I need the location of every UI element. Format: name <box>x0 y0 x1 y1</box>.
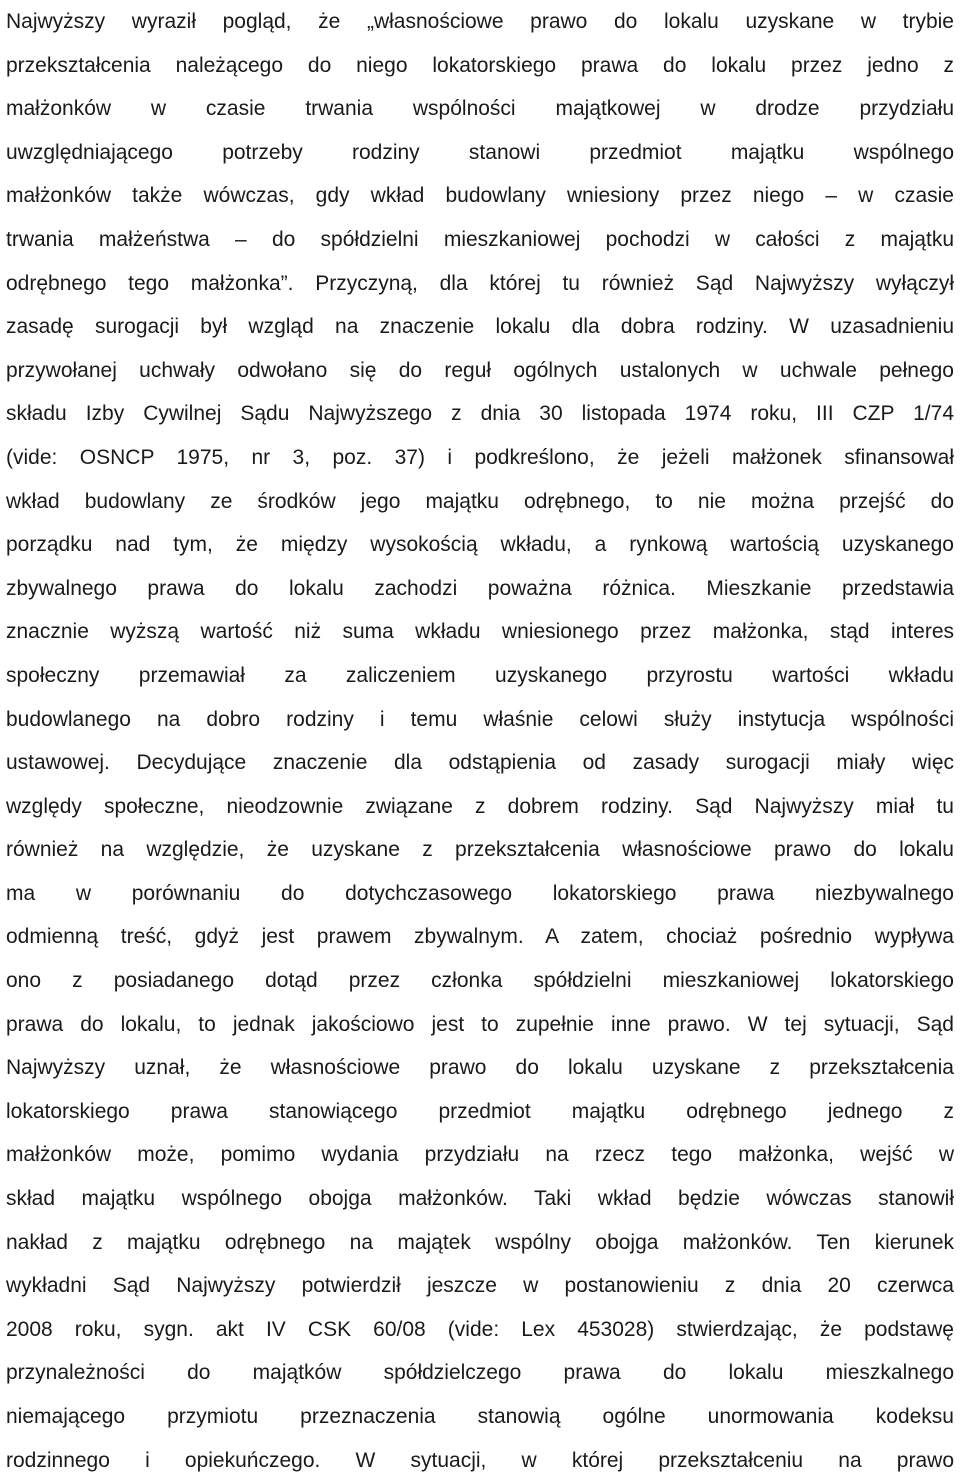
text-line: nakład z majątku odrębnego na majątek wspólny obojga małżonków. Ten kierunek <box>6 1230 954 1254</box>
text-line: odmienną treść, gdyż jest prawem zbywalnym. A zatem, chociaż pośrednio wypływa <box>6 925 954 949</box>
text-line: małżonków także wówczas, gdy wkład budowlany wniesiony przez niego – w czasie <box>6 184 954 208</box>
text-line: ma w porównaniu do dotychczasowego lokatorskiego prawa niezbywalnego <box>6 881 954 905</box>
text-line: małżonków może, pomimo wydania przydziału na rzecz tego małżonka, wejść w <box>6 1143 954 1167</box>
text-line: przynależności do majątków spółdzielczego prawa do lokalu mieszkalnego <box>6 1361 954 1385</box>
text-line: prawa do lokalu, to jednak jakościowo jest to zupełnie inne prawo. W tej sytuacji, Sąd <box>6 1012 954 1036</box>
text-line: budowlanego na dobro rodziny i temu właśnie celowi służy instytucja wspólności <box>6 707 954 731</box>
text-line: 2008 roku, sygn. akt IV CSK 60/08 (vide: Lex 453028) stwierdzając, że podstawę <box>6 1317 954 1341</box>
text-line: wkład budowlany ze środków jego majątku odrębnego, to nie można przejść do <box>6 489 954 513</box>
text-line: niemającego przymiotu przeznaczenia stanowią ogólne unormowania kodeksu <box>6 1405 954 1428</box>
text-line: ono z posiadanego dotąd przez członka spółdzielni mieszkaniowej lokatorskiego <box>6 969 954 993</box>
text-line: (vide: OSNCP 1975, nr 3, poz. 37) i podkreślono, że jeżeli małżonek sfinansował <box>6 445 954 469</box>
text-line: zbywalnego prawa do lokalu zachodzi poważna różnica. Mieszkanie przedstawia <box>6 576 954 600</box>
text-line: Najwyższy uznał, że własnościowe prawo do lokalu uzyskane z przekształcenia <box>6 1056 954 1080</box>
text-line: Najwyższy wyraził pogląd, że „własnościowe prawo do lokalu uzyskane w trybie <box>6 10 954 33</box>
text-line: porządku nad tym, że między wysokością wkładu, a rynkową wartością uzyskanego <box>6 533 954 557</box>
text-line: skład majątku wspólnego obojga małżonków. Taki wkład będzie wówczas stanowił <box>6 1187 954 1211</box>
body-paragraph <box>6 0 954 1482</box>
text-line: wykładni Sąd Najwyższy potwierdził jeszcze w postanowieniu z dnia 20 czerwca <box>6 1274 954 1298</box>
text-line: przekształcenia należącego do niego lokatorskiego prawa do lokalu przez jedno z <box>6 53 954 77</box>
text-line: względy społeczne, nieodzownie związane z dobrem rodziny. Sąd Najwyższy miał tu <box>6 794 954 818</box>
text-line: odrębnego tego małżonka”. Przyczyną, dla której tu również Sąd Najwyższy wyłączył <box>6 271 954 295</box>
text-line: znacznie wyższą wartość niż suma wkładu wniesionego przez małżonka, stąd interes <box>6 620 954 644</box>
text-line: małżonków w czasie trwania wspólności majątkowej w drodze przydziału <box>6 97 954 121</box>
text-line: rodzinnego i opiekuńczego. W sytuacji, w której przekształceniu na prawo <box>6 1448 954 1472</box>
text-line: uwzględniającego potrzeby rodziny stanowi przedmiot majątku wspólnego <box>6 140 954 164</box>
text-line: społeczny przemawiał za zaliczeniem uzyskanego przyrostu wartości wkładu <box>6 663 954 687</box>
text-line: składu Izby Cywilnej Sądu Najwyższego z dnia 30 listopada 1974 roku, III CZP 1/74 <box>6 402 954 426</box>
text-line: lokatorskiego prawa stanowiącego przedmiot majątku odrębnego jednego z <box>6 1099 954 1123</box>
text-line: również na względzie, że uzyskane z przekształcenia własnościowe prawo do lokalu <box>6 838 954 862</box>
text-line: trwania małżeństwa – do spółdzielni mieszkaniowej pochodzi w całości z majątku <box>6 227 954 251</box>
text-line: zasadę surogacji był wzgląd na znaczenie lokalu dla dobra rodziny. W uzasadnieniu <box>6 315 954 339</box>
text-line: ustawowej. Decydujące znaczenie dla odstąpienia od zasady surogacji miały więc <box>6 751 954 775</box>
text-line: przywołanej uchwały odwołano się do reguł ogólnych ustalonych w uchwale pełnego <box>6 358 954 382</box>
